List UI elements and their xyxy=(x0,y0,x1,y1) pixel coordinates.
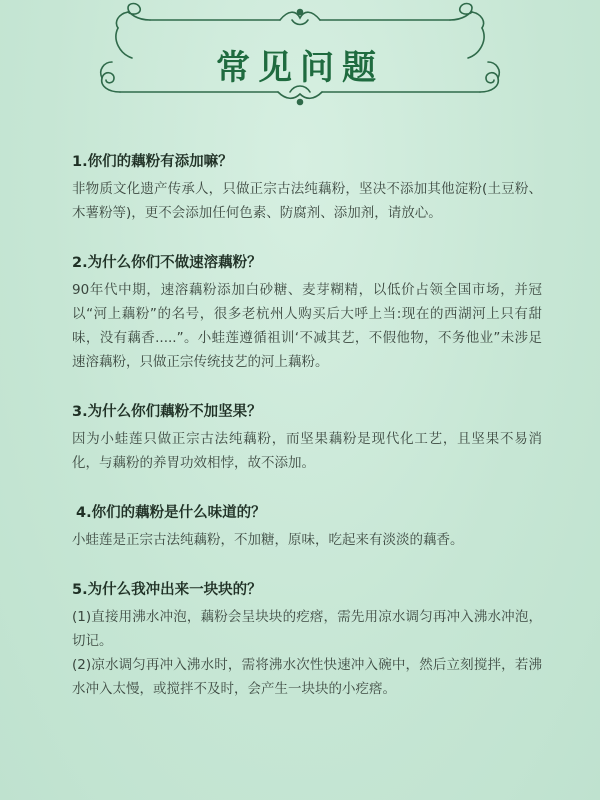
faq-item-4 xyxy=(72,501,542,552)
page-title: 常见问题 xyxy=(216,48,384,88)
faq-answer-text: 非物质文化遗产传承人，只做正宗古法纯藕粉，坚决不添加其他淀粉(土豆粉、木薯粉等)，更不会添加任何色素、防腐剂、添加剂，请放心。 xyxy=(72,181,542,221)
faq-answer xyxy=(72,427,542,475)
faq-question: 1.你们的藕粉有添加嘛？ xyxy=(72,154,233,170)
header-ornament xyxy=(0,0,600,120)
faq-answer-text: (1)直接用沸水冲泡，藕粉会呈块块的疙瘩，需先用凉水调匀再冲入沸水冲泡，切记。 xyxy=(72,609,542,649)
faq-answer-text: 因为小蛙莲只做正宗古法纯藕粉，而坚果藕粉是现代化工艺，且坚果不易消化，与藕粉的养胃功效相悖，故不添加。 xyxy=(72,431,542,471)
faq-item-2 xyxy=(72,251,542,374)
faq-answer xyxy=(72,605,542,701)
faq-answer-text: 小蛙莲是正宗古法纯藕粉，不加糖，原味，吃起来有淡淡的藕香。 xyxy=(72,532,464,548)
faq-answer xyxy=(72,278,542,374)
faq-question: 3.为什么你们藕粉不加坚果？ xyxy=(72,404,262,420)
faq-item-5 xyxy=(72,578,542,701)
faq-answer xyxy=(72,177,542,225)
faq-question: 5.为什么我冲出来一块块的？ xyxy=(72,582,262,598)
faq-question: 4.你们的藕粉是什么味道的？ xyxy=(76,505,266,521)
faq-answer-text: (2)凉水调匀再冲入沸水时，需将沸水次性快速冲入碗中，然后立刻搅拌，若沸水冲入太慢，或搅拌不及时，会产生一块块的小疙瘩。 xyxy=(72,657,542,697)
faq-item-3 xyxy=(72,400,542,475)
faq-answer xyxy=(72,528,542,552)
faq-question: 2.为什么你们不做速溶藕粉？ xyxy=(72,255,262,271)
faq-item-1 xyxy=(72,150,542,225)
faq-list xyxy=(72,150,542,727)
faq-answer-text: 90年代中期，速溶藕粉添加白砂糖、麦芽糊精，以低价占领全国市场，并冠以“河上藕粉”的名号，很多老杭州人购买后大呼上当:现在的西湖河上只有甜味，没有藕香.....”。小蛙莲遵循祖训‘不减其艺，不假他物，不务他业”未涉足速溶藕粉，只做正宗传统技艺的河上藕粉。 xyxy=(72,282,542,370)
